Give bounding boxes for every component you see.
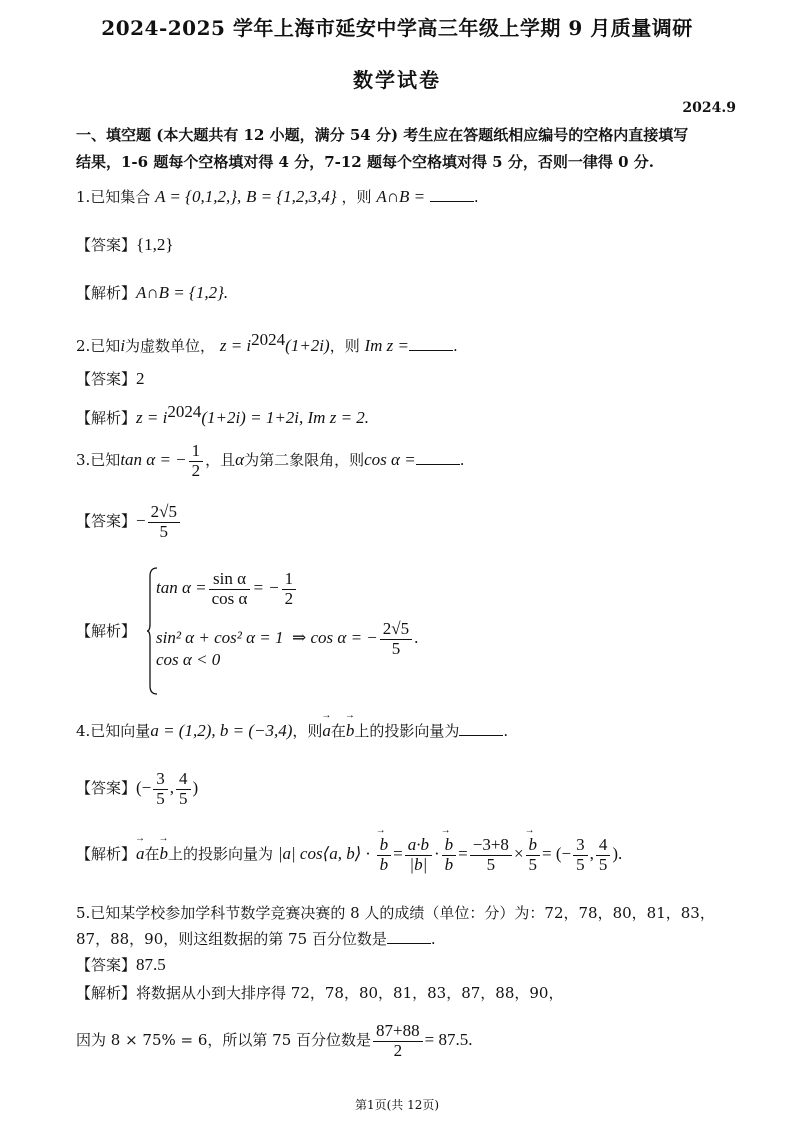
exam-subtitle: 数学试卷 xyxy=(353,68,441,92)
question-4: 4.已知向量a = (1,2), b = (−3,4)，则→ a在→ b上的投影向量为 . xyxy=(76,720,508,741)
analysis-5-line2: 因为 8 × 75% = 6，所以第 75 百分位数是 $\frac{87+88}{2}$ = 87.5. xyxy=(76,1021,473,1060)
answer-blank xyxy=(430,187,474,202)
fraction: $\frac{2√5}{5}$ xyxy=(148,503,180,541)
question-1: 1.已知集合 A = {0,1,2,}, B = {1,2,3,4} ，则 A∩B = . xyxy=(76,187,479,206)
answer-blank xyxy=(459,721,503,736)
page-footer: 第1页(共 12页) xyxy=(354,1098,440,1112)
section-instructions-line2: 结果，1-6 题每个空格填对得 4 分，7-12 题每个空格填对得 5 分，否则一律得 0 分. xyxy=(76,153,654,171)
analysis-4: 【解析】→ a在→ b上的投影向量为 |a| cos⟨a, b⟩ · → $\frac{b}{b}$ = $\frac{a\cdot b}{|b|}$ · → $\frac{b}{b}$ = $\frac{-3+8}{5}$ × → $\frac{b}{5}$ = (− $\frac{3}{5}$ , $\frac{4}{5}$ ). xyxy=(76,836,622,874)
answer-4: 【答案】(− $\frac{3}{5}$ , $\frac{4}{5}$ ) xyxy=(76,769,199,808)
analysis-2: 【解析】$z = i^{2024}(1+2i) = 1+2i$, Im z = 2. xyxy=(76,402,370,427)
answer-blank xyxy=(409,336,453,351)
equation-system xyxy=(146,566,446,696)
system-row-1: tan α = $\frac{\text{sin α}}{\text{cos α}}$ = − $\frac{1}{2}$ xyxy=(156,570,298,608)
fraction: $\frac{1}{2}$ xyxy=(189,442,204,480)
section-instructions-line1: 一、填空题 (本大题共有 12 小题，满分 54 分) 考生应在答题纸相应编号的空格内直接填写 xyxy=(76,126,689,144)
answer-5: 【答案】87.5 xyxy=(76,955,166,974)
question-2: 2.已知i为虚数单位， $z = i^{2024}(1+2i)$，则 Im z = . xyxy=(76,330,458,355)
system-row-2: sin² α + cos² α = 1 ⇒ cos α = − $\frac{2√5}{5}$ . xyxy=(156,619,419,658)
answer-3: 【答案】− $\frac{2√5}{5}$ xyxy=(76,503,182,541)
analysis-3-label: 【解析】 xyxy=(76,622,137,640)
system-row-3: cos α < 0 xyxy=(156,650,221,669)
answer-blank xyxy=(387,929,431,944)
answer-1: 【答案】{1,2} xyxy=(76,235,174,254)
question-5-line1: 5.已知某学校参加学科节数学竞赛决赛的 8 人的成绩（单位：分）为：72，78，80，81，83， xyxy=(76,904,715,922)
answer-2: 【答案】2 xyxy=(76,369,145,388)
analysis-1: 【解析】A∩B = {1,2}. xyxy=(76,283,229,302)
question-5-line2: 87，88，90，则这组数据的第 75 百分位数是 . xyxy=(76,930,436,948)
question-3: 3.已知tan α = − $\frac{1}{2}$ ，且α为第二象限角，则cos α = . xyxy=(76,441,465,480)
exam-date: 2024.9 xyxy=(682,100,736,116)
answer-blank xyxy=(416,450,460,465)
exam-title: 2024-2025 学年上海市延安中学高三年级上学期 9 月质量调研 xyxy=(101,16,693,40)
analysis-5-line1: 【解析】将数据从小到大排序得 72，78，80，81，83，87，88，90， xyxy=(76,984,564,1002)
